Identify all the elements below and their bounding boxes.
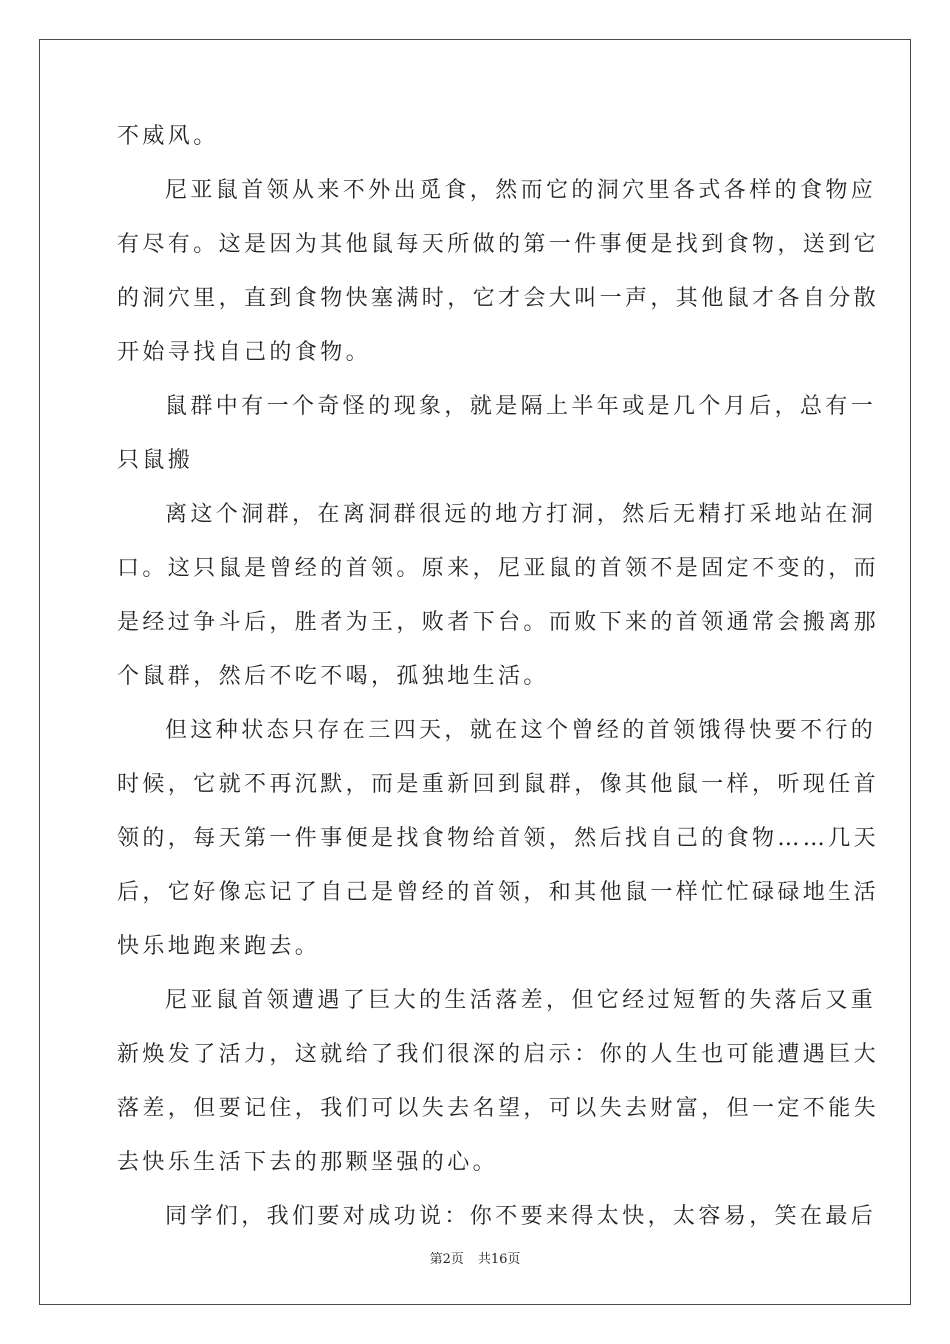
text-line: 有尽有。这是因为其他鼠每天所做的第一件事便是找到食物，送到它 [117, 232, 880, 257]
text-line: 快乐地跑来跑去。 [117, 934, 321, 959]
text-line: 后，它好像忘记了自己是曾经的首领，和其他鼠一样忙忙碌碌地生活 [117, 880, 880, 905]
text-line: 不威风。 [117, 124, 219, 149]
page-footer [0, 1248, 950, 1267]
paragraph-first-line: 尼亚鼠首领遭遇了巨大的生活落差，但它经过短暂的失落后又重 [165, 988, 877, 1013]
paragraph-first-line: 离这个洞群，在离洞群很远的地方打洞，然后无精打采地站在洞 [165, 502, 877, 527]
paragraph-first-line: 同学们，我们要对成功说：你不要来得太快，太容易，笑在最后 [165, 1204, 877, 1229]
page-total: 共16页 [477, 1252, 521, 1267]
text-line: 开始寻找自己的食物。 [117, 340, 372, 365]
text-line: 是经过争斗后，胜者为王，败者下台。而败下来的首领通常会搬离那 [117, 610, 880, 635]
text-line: 新焕发了活力，这就给了我们很深的启示：你的人生也可能遭遇巨大 [117, 1042, 880, 1067]
text-line: 去快乐生活下去的那颗坚强的心。 [117, 1150, 499, 1175]
text-line: 的洞穴里，直到食物快塞满时，它才会大叫一声，其他鼠才各自分散 [117, 286, 880, 311]
paragraph-first-line: 鼠群中有一个奇怪的现象，就是隔上半年或是几个月后，总有一 [165, 394, 877, 419]
paragraph-first-line: 尼亚鼠首领从来不外出觅食，然而它的洞穴里各式各样的食物应 [165, 178, 877, 203]
text-line: 领的，每天第一件事便是找食物给首领，然后找自己的食物……几天 [117, 826, 880, 851]
text-line: 个鼠群，然后不吃不喝，孤独地生活。 [117, 664, 549, 689]
page-number: 第2页 [429, 1252, 464, 1267]
text-line: 时候，它就不再沉默，而是重新回到鼠群，像其他鼠一样，听现任首 [117, 772, 880, 797]
text-line: 口。这只鼠是曾经的首领。原来，尼亚鼠的首领不是固定不变的，而 [117, 556, 880, 581]
text-line: 只鼠搬 [117, 448, 194, 473]
text-line: 落差，但要记住，我们可以失去名望，可以失去财富，但一定不能失 [117, 1096, 880, 1121]
paragraph-first-line: 但这种状态只存在三四天，就在这个曾经的首领饿得快要不行的 [165, 718, 877, 743]
